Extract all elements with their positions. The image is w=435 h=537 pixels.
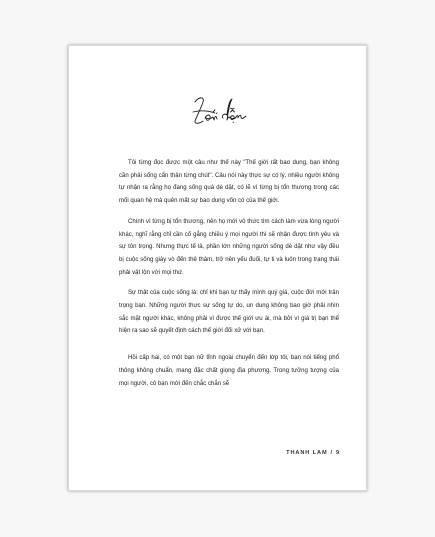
paragraph-4: Hồi cấp hai, có một bạn nữ tỉnh ngoài chuyển đến lớp tôi, bạn nói tiếng phổ thông không chuẩn, mang đặc chất giọng địa phương. Trong tưởng tượng của mọi người, cô bạn mới đến chắc chắn sẽ [119,355,339,387]
paragraph-1: Tôi từng đọc được một câu như thế này "Thế giới rất bao dung, bạn không cần phải sống cẩn thận từng chút". Câu nói này thực sự có lý, nhiều người không tự nhận ra rằng họ đang sống quá dè dặt, có lẽ vì từng bị tổn thương trong các mối quan hệ mà quên mất sự bao dung vốn có của thế giới. [119,160,339,205]
chapter-heading [191,94,251,126]
heading-script-lettering [191,94,251,126]
paragraph-2: Chính vì từng bị tổn thương, nên họ mới vô thức tìm cách làm vừa lòng người khác, nghĩ rằng chỉ cần cố gắng chiều ý mọi người thì sẽ nhận được tình yêu và sự tôn trọng. Nhưng thực tế là, phần lớn những người sống dè dặt như vậy đều bị cuộc sống giày vò đến thê thảm, trở nên yếu đuối, tự ti và luôn trong trạng thái phải vật lộn với mọi thứ. [119,218,339,276]
body-text [119,157,339,398]
author-name: THANH LAM [286,450,328,456]
page-footer [286,450,340,456]
book-page [68,45,367,491]
page-number: 9 [335,450,340,456]
footer-separator: / [330,450,333,456]
paragraph-3: Sự thật của cuộc sống là: chỉ khi bạn tự thấy mình quý giá, cuộc đời mới trân trọng bạn. Những người thực sự sống tự do, un dung không bao giờ phải nhìn sắc mặt người khác, không phải vì được thế giới ưu ái, mà bởi vì giá trị bạn thể hiện ra sao sẽ quyết định cách thế giới đối xử với bạn. [119,290,339,335]
